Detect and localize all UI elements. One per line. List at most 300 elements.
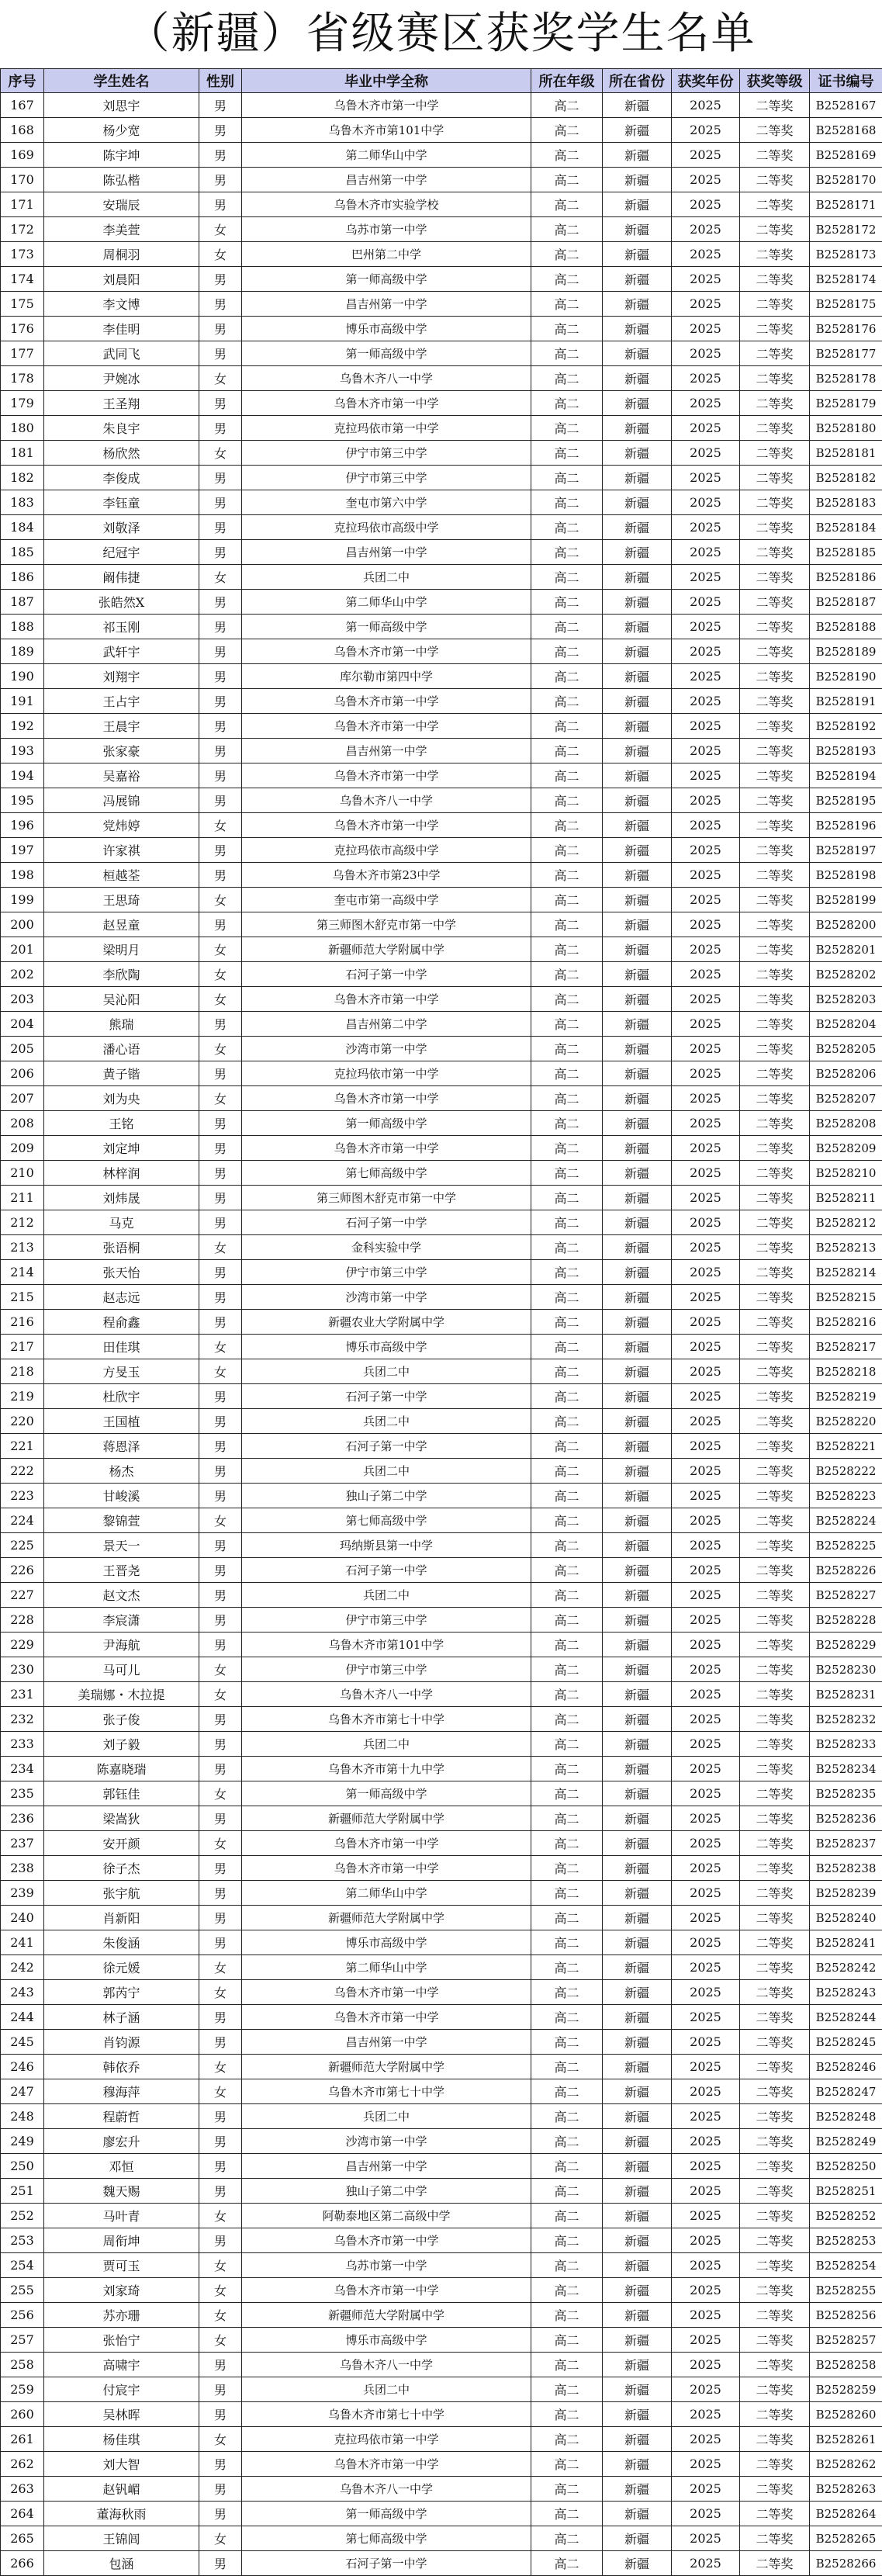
school-cell: 昌吉州第一中学 — [242, 2030, 531, 2055]
grade-cell: 高二 — [531, 1633, 603, 1657]
grade-cell: 高二 — [531, 2129, 603, 2154]
school-cell: 乌鲁木齐市第一中学 — [242, 689, 531, 714]
year-cell: 2025 — [672, 1310, 740, 1335]
school-cell: 第七师高级中学 — [242, 2526, 531, 2551]
province-cell: 新疆 — [603, 341, 672, 366]
name-cell: 刘思宇 — [44, 93, 199, 118]
level-cell: 二等奖 — [740, 2452, 810, 2477]
certificate-cell: B2528204 — [810, 1012, 882, 1037]
grade-cell: 高二 — [531, 1434, 603, 1459]
school-cell: 乌鲁木齐市第一中学 — [242, 1980, 531, 2005]
school-cell: 乌鲁木齐市第七十中学 — [242, 1707, 531, 1732]
certificate-cell: B2528224 — [810, 1508, 882, 1533]
table-row — [1, 242, 882, 267]
level-cell: 二等奖 — [740, 2154, 810, 2179]
year-cell: 2025 — [672, 1186, 740, 1210]
gender-cell: 男 — [199, 1806, 242, 1831]
certificate-cell: B2528210 — [810, 1161, 882, 1186]
school-cell: 克拉玛依市第一中学 — [242, 416, 531, 441]
school-cell: 新疆师范大学附属中学 — [242, 2055, 531, 2079]
index-cell: 230 — [1, 1657, 44, 1682]
year-cell: 2025 — [672, 590, 740, 615]
gender-cell: 男 — [199, 1384, 242, 1409]
gender-cell: 男 — [199, 2228, 242, 2253]
certificate-cell: B2528263 — [810, 2477, 882, 2502]
certificate-cell: B2528192 — [810, 714, 882, 739]
index-cell: 188 — [1, 615, 44, 639]
year-cell: 2025 — [672, 317, 740, 341]
certificate-cell: B2528218 — [810, 1359, 882, 1384]
level-cell: 二等奖 — [740, 888, 810, 912]
grade-cell: 高二 — [531, 2551, 603, 2576]
name-cell: 刘大智 — [44, 2452, 199, 2477]
level-cell: 二等奖 — [740, 937, 810, 962]
index-cell: 256 — [1, 2303, 44, 2328]
grade-cell: 高二 — [531, 863, 603, 888]
province-cell: 新疆 — [603, 1558, 672, 1583]
school-cell: 第七师高级中学 — [242, 1161, 531, 1186]
gender-cell: 女 — [199, 937, 242, 962]
grade-cell: 高二 — [531, 267, 603, 292]
province-cell: 新疆 — [603, 1881, 672, 1906]
province-cell: 新疆 — [603, 590, 672, 615]
index-cell: 216 — [1, 1310, 44, 1335]
name-cell: 桓越荃 — [44, 863, 199, 888]
index-cell: 212 — [1, 1210, 44, 1235]
province-cell: 新疆 — [603, 714, 672, 739]
school-cell: 乌鲁木齐市第一中学 — [242, 763, 531, 788]
name-cell: 李文博 — [44, 292, 199, 317]
certificate-cell: B2528241 — [810, 1930, 882, 1955]
level-cell: 二等奖 — [740, 1136, 810, 1161]
school-cell: 乌鲁木齐市第一中学 — [242, 2278, 531, 2303]
table-row — [1, 168, 882, 192]
certificate-cell: B2528253 — [810, 2228, 882, 2253]
certificate-cell: B2528185 — [810, 540, 882, 565]
name-cell: 吴林晖 — [44, 2402, 199, 2427]
gender-cell: 男 — [199, 838, 242, 863]
grade-cell: 高二 — [531, 118, 603, 143]
province-cell: 新疆 — [603, 1508, 672, 1533]
name-cell: 尹婉冰 — [44, 366, 199, 391]
name-cell: 王国植 — [44, 1409, 199, 1434]
level-cell: 二等奖 — [740, 1484, 810, 1508]
year-cell: 2025 — [672, 292, 740, 317]
school-cell: 博乐市高级中学 — [242, 1335, 531, 1359]
year-cell: 2025 — [672, 341, 740, 366]
year-cell: 2025 — [672, 2055, 740, 2079]
certificate-cell: B2528259 — [810, 2377, 882, 2402]
province-cell: 新疆 — [603, 1955, 672, 1980]
grade-cell: 高二 — [531, 1533, 603, 1558]
certificate-cell: B2528199 — [810, 888, 882, 912]
year-cell: 2025 — [672, 466, 740, 490]
year-cell: 2025 — [672, 1359, 740, 1384]
gender-cell: 女 — [199, 888, 242, 912]
gender-cell: 男 — [199, 267, 242, 292]
certificate-cell: B2528243 — [810, 1980, 882, 2005]
gender-cell: 男 — [199, 1061, 242, 1086]
certificate-cell: B2528203 — [810, 987, 882, 1012]
name-cell: 刘敬泽 — [44, 515, 199, 540]
name-cell: 徐子杰 — [44, 1856, 199, 1881]
school-cell: 乌鲁木齐市第一中学 — [242, 987, 531, 1012]
header-level: 获奖等级 — [740, 69, 810, 93]
table-row — [1, 515, 882, 540]
index-cell: 238 — [1, 1856, 44, 1881]
grade-cell: 高二 — [531, 1012, 603, 1037]
certificate-cell: B2528186 — [810, 565, 882, 590]
name-cell: 林子涵 — [44, 2005, 199, 2030]
certificate-cell: B2528240 — [810, 1906, 882, 1930]
year-cell: 2025 — [672, 1161, 740, 1186]
certificate-cell: B2528190 — [810, 664, 882, 689]
province-cell: 新疆 — [603, 490, 672, 515]
year-cell: 2025 — [672, 2353, 740, 2377]
level-cell: 二等奖 — [740, 763, 810, 788]
table-row — [1, 1037, 882, 1061]
school-cell: 乌鲁木齐市第一中学 — [242, 639, 531, 664]
table-row — [1, 1235, 882, 1260]
index-cell: 196 — [1, 813, 44, 838]
province-cell: 新疆 — [603, 168, 672, 192]
province-cell: 新疆 — [603, 1806, 672, 1831]
school-cell: 伊宁市第三中学 — [242, 441, 531, 466]
province-cell: 新疆 — [603, 540, 672, 565]
school-cell: 博乐市高级中学 — [242, 1930, 531, 1955]
year-cell: 2025 — [672, 2477, 740, 2502]
certificate-cell: B2528171 — [810, 192, 882, 217]
index-cell: 221 — [1, 1434, 44, 1459]
table-row — [1, 1707, 882, 1732]
index-cell: 257 — [1, 2328, 44, 2353]
school-cell: 兵团二中 — [242, 1359, 531, 1384]
school-cell: 石河子第一中学 — [242, 962, 531, 987]
level-cell: 二等奖 — [740, 242, 810, 267]
province-cell: 新疆 — [603, 1037, 672, 1061]
grade-cell: 高二 — [531, 1657, 603, 1682]
grade-cell: 高二 — [531, 292, 603, 317]
index-cell: 209 — [1, 1136, 44, 1161]
name-cell: 周衔坤 — [44, 2228, 199, 2253]
name-cell: 朱俊涵 — [44, 1930, 199, 1955]
grade-cell: 高二 — [531, 2377, 603, 2402]
year-cell: 2025 — [672, 863, 740, 888]
province-cell: 新疆 — [603, 1757, 672, 1781]
gender-cell: 女 — [199, 2055, 242, 2079]
gender-cell: 男 — [199, 1906, 242, 1930]
level-cell: 二等奖 — [740, 1757, 810, 1781]
school-cell: 乌鲁木齐市第101中学 — [242, 118, 531, 143]
gender-cell: 女 — [199, 2204, 242, 2228]
table-row — [1, 1260, 882, 1285]
province-cell: 新疆 — [603, 416, 672, 441]
index-cell: 187 — [1, 590, 44, 615]
province-cell: 新疆 — [603, 2328, 672, 2353]
gender-cell: 女 — [199, 813, 242, 838]
grade-cell: 高二 — [531, 2228, 603, 2253]
table-row — [1, 2030, 882, 2055]
year-cell: 2025 — [672, 1459, 740, 1484]
name-cell: 刘晨阳 — [44, 267, 199, 292]
province-cell: 新疆 — [603, 1136, 672, 1161]
year-cell: 2025 — [672, 490, 740, 515]
year-cell: 2025 — [672, 664, 740, 689]
name-cell: 杨少宽 — [44, 118, 199, 143]
level-cell: 二等奖 — [740, 2402, 810, 2427]
grade-cell: 高二 — [531, 2104, 603, 2129]
name-cell: 张家豪 — [44, 739, 199, 763]
certificate-cell: B2528234 — [810, 1757, 882, 1781]
table-row — [1, 1484, 882, 1508]
province-cell: 新疆 — [603, 2278, 672, 2303]
gender-cell: 男 — [199, 1434, 242, 1459]
index-cell: 245 — [1, 2030, 44, 2055]
school-cell: 独山子第二中学 — [242, 1484, 531, 1508]
grade-cell: 高二 — [531, 1906, 603, 1930]
year-cell: 2025 — [672, 714, 740, 739]
table-row — [1, 2179, 882, 2204]
certificate-cell: B2528207 — [810, 1086, 882, 1111]
school-cell: 库尔勒市第四中学 — [242, 664, 531, 689]
province-cell: 新疆 — [603, 1831, 672, 1856]
gender-cell: 男 — [199, 1409, 242, 1434]
gender-cell: 男 — [199, 391, 242, 416]
table-row — [1, 2328, 882, 2353]
table-row — [1, 1086, 882, 1111]
grade-cell: 高二 — [531, 1930, 603, 1955]
grade-cell: 高二 — [531, 2278, 603, 2303]
grade-cell: 高二 — [531, 1459, 603, 1484]
name-cell: 刘翔宇 — [44, 664, 199, 689]
name-cell: 张皓然X — [44, 590, 199, 615]
certificate-cell: B2528193 — [810, 739, 882, 763]
level-cell: 二等奖 — [740, 1583, 810, 1608]
index-cell: 242 — [1, 1955, 44, 1980]
certificate-cell: B2528261 — [810, 2427, 882, 2452]
table-row — [1, 1682, 882, 1707]
name-cell: 梁嵩狄 — [44, 1806, 199, 1831]
year-cell: 2025 — [672, 1558, 740, 1583]
level-cell: 二等奖 — [740, 540, 810, 565]
province-cell: 新疆 — [603, 267, 672, 292]
school-cell: 玛纳斯县第一中学 — [242, 1533, 531, 1558]
province-cell: 新疆 — [603, 1980, 672, 2005]
province-cell: 新疆 — [603, 2154, 672, 2179]
province-cell: 新疆 — [603, 317, 672, 341]
name-cell: 杨佳琪 — [44, 2427, 199, 2452]
year-cell: 2025 — [672, 2228, 740, 2253]
index-cell: 258 — [1, 2353, 44, 2377]
year-cell: 2025 — [672, 2551, 740, 2576]
grade-cell: 高二 — [531, 1856, 603, 1881]
school-cell: 独山子第二中学 — [242, 2179, 531, 2204]
index-cell: 167 — [1, 93, 44, 118]
table-row — [1, 1533, 882, 1558]
grade-cell: 高二 — [531, 1210, 603, 1235]
certificate-cell: B2528188 — [810, 615, 882, 639]
gender-cell: 女 — [199, 1037, 242, 1061]
certificate-cell: B2528177 — [810, 341, 882, 366]
year-cell: 2025 — [672, 2303, 740, 2328]
certificate-cell: B2528209 — [810, 1136, 882, 1161]
certificate-cell: B2528189 — [810, 639, 882, 664]
gender-cell: 男 — [199, 664, 242, 689]
year-cell: 2025 — [672, 441, 740, 466]
table-row — [1, 1657, 882, 1682]
name-cell: 张宇航 — [44, 1881, 199, 1906]
certificate-cell: B2528266 — [810, 2551, 882, 2576]
year-cell: 2025 — [672, 1533, 740, 1558]
index-cell: 194 — [1, 763, 44, 788]
header-certificate: 证书编号 — [810, 69, 882, 93]
grade-cell: 高二 — [531, 1484, 603, 1508]
gender-cell: 男 — [199, 1111, 242, 1136]
year-cell: 2025 — [672, 93, 740, 118]
school-cell: 乌鲁木齐市第101中学 — [242, 1633, 531, 1657]
year-cell: 2025 — [672, 2129, 740, 2154]
level-cell: 二等奖 — [740, 1409, 810, 1434]
gender-cell: 女 — [199, 2278, 242, 2303]
school-cell: 乌苏市第一中学 — [242, 217, 531, 242]
grade-cell: 高二 — [531, 1111, 603, 1136]
table-row — [1, 565, 882, 590]
school-cell: 乌鲁木齐市实验学校 — [242, 192, 531, 217]
name-cell: 李佳明 — [44, 317, 199, 341]
year-cell: 2025 — [672, 1484, 740, 1508]
school-cell: 克拉玛依市第一中学 — [242, 1061, 531, 1086]
name-cell: 张天怡 — [44, 1260, 199, 1285]
index-cell: 173 — [1, 242, 44, 267]
index-cell: 211 — [1, 1186, 44, 1210]
school-cell: 乌鲁木齐市第一中学 — [242, 2452, 531, 2477]
level-cell: 二等奖 — [740, 1384, 810, 1409]
table-row — [1, 490, 882, 515]
certificate-cell: B2528198 — [810, 863, 882, 888]
certificate-cell: B2528202 — [810, 962, 882, 987]
index-cell: 263 — [1, 2477, 44, 2502]
school-cell: 第二师华山中学 — [242, 143, 531, 168]
province-cell: 新疆 — [603, 2502, 672, 2526]
name-cell: 高啸宇 — [44, 2353, 199, 2377]
gender-cell: 女 — [199, 2427, 242, 2452]
province-cell: 新疆 — [603, 1111, 672, 1136]
province-cell: 新疆 — [603, 1459, 672, 1484]
index-cell: 250 — [1, 2154, 44, 2179]
school-cell: 第一师高级中学 — [242, 1781, 531, 1806]
grade-cell: 高二 — [531, 689, 603, 714]
year-cell: 2025 — [672, 962, 740, 987]
province-cell: 新疆 — [603, 93, 672, 118]
name-cell: 陈嘉晓瑞 — [44, 1757, 199, 1781]
year-cell: 2025 — [672, 689, 740, 714]
name-cell: 王晋尧 — [44, 1558, 199, 1583]
year-cell: 2025 — [672, 615, 740, 639]
name-cell: 陈宇坤 — [44, 143, 199, 168]
year-cell: 2025 — [672, 2377, 740, 2402]
index-cell: 197 — [1, 838, 44, 863]
grade-cell: 高二 — [531, 192, 603, 217]
name-cell: 刘定坤 — [44, 1136, 199, 1161]
gender-cell: 男 — [199, 1285, 242, 1310]
name-cell: 刘家琦 — [44, 2278, 199, 2303]
gender-cell: 男 — [199, 2353, 242, 2377]
level-cell: 二等奖 — [740, 416, 810, 441]
table-row — [1, 341, 882, 366]
grade-cell: 高二 — [531, 1608, 603, 1633]
province-cell: 新疆 — [603, 1608, 672, 1633]
certificate-cell: B2528238 — [810, 1856, 882, 1881]
level-cell: 二等奖 — [740, 1186, 810, 1210]
gender-cell: 男 — [199, 143, 242, 168]
year-cell: 2025 — [672, 1657, 740, 1682]
index-cell: 207 — [1, 1086, 44, 1111]
table-row — [1, 2079, 882, 2104]
school-cell: 乌鲁木齐市第一中学 — [242, 2228, 531, 2253]
gender-cell: 女 — [199, 242, 242, 267]
year-cell: 2025 — [672, 416, 740, 441]
level-cell: 二等奖 — [740, 962, 810, 987]
school-cell: 沙湾市第一中学 — [242, 1285, 531, 1310]
table-row — [1, 937, 882, 962]
certificate-cell: B2528256 — [810, 2303, 882, 2328]
level-cell: 二等奖 — [740, 490, 810, 515]
index-cell: 249 — [1, 2129, 44, 2154]
year-cell: 2025 — [672, 763, 740, 788]
province-cell: 新疆 — [603, 1161, 672, 1186]
grade-cell: 高二 — [531, 515, 603, 540]
certificate-cell: B2528258 — [810, 2353, 882, 2377]
level-cell: 二等奖 — [740, 1210, 810, 1235]
province-cell: 新疆 — [603, 912, 672, 937]
table-row — [1, 863, 882, 888]
grade-cell: 高二 — [531, 788, 603, 813]
name-cell: 安瑞辰 — [44, 192, 199, 217]
year-cell: 2025 — [672, 1409, 740, 1434]
year-cell: 2025 — [672, 813, 740, 838]
level-cell: 二等奖 — [740, 168, 810, 192]
grade-cell: 高二 — [531, 2253, 603, 2278]
province-cell: 新疆 — [603, 813, 672, 838]
name-cell: 王圣翔 — [44, 391, 199, 416]
index-cell: 243 — [1, 1980, 44, 2005]
school-cell: 昌吉州第一中学 — [242, 168, 531, 192]
grade-cell: 高二 — [531, 565, 603, 590]
grade-cell: 高二 — [531, 714, 603, 739]
grade-cell: 高二 — [531, 1285, 603, 1310]
level-cell: 二等奖 — [740, 2303, 810, 2328]
province-cell: 新疆 — [603, 192, 672, 217]
grade-cell: 高二 — [531, 1732, 603, 1757]
grade-cell: 高二 — [531, 2055, 603, 2079]
province-cell: 新疆 — [603, 2551, 672, 2576]
name-cell: 穆海萍 — [44, 2079, 199, 2104]
table-row — [1, 2204, 882, 2228]
grade-cell: 高二 — [531, 2030, 603, 2055]
certificate-cell: B2528236 — [810, 1806, 882, 1831]
grade-cell: 高二 — [531, 1806, 603, 1831]
index-cell: 247 — [1, 2079, 44, 2104]
level-cell: 二等奖 — [740, 1086, 810, 1111]
certificate-cell: B2528208 — [810, 1111, 882, 1136]
grade-cell: 高二 — [531, 93, 603, 118]
school-cell: 兵团二中 — [242, 1732, 531, 1757]
certificate-cell: B2528176 — [810, 317, 882, 341]
gender-cell: 男 — [199, 1533, 242, 1558]
school-cell: 新疆师范大学附属中学 — [242, 2303, 531, 2328]
school-cell: 乌鲁木齐八一中学 — [242, 788, 531, 813]
index-cell: 248 — [1, 2104, 44, 2129]
